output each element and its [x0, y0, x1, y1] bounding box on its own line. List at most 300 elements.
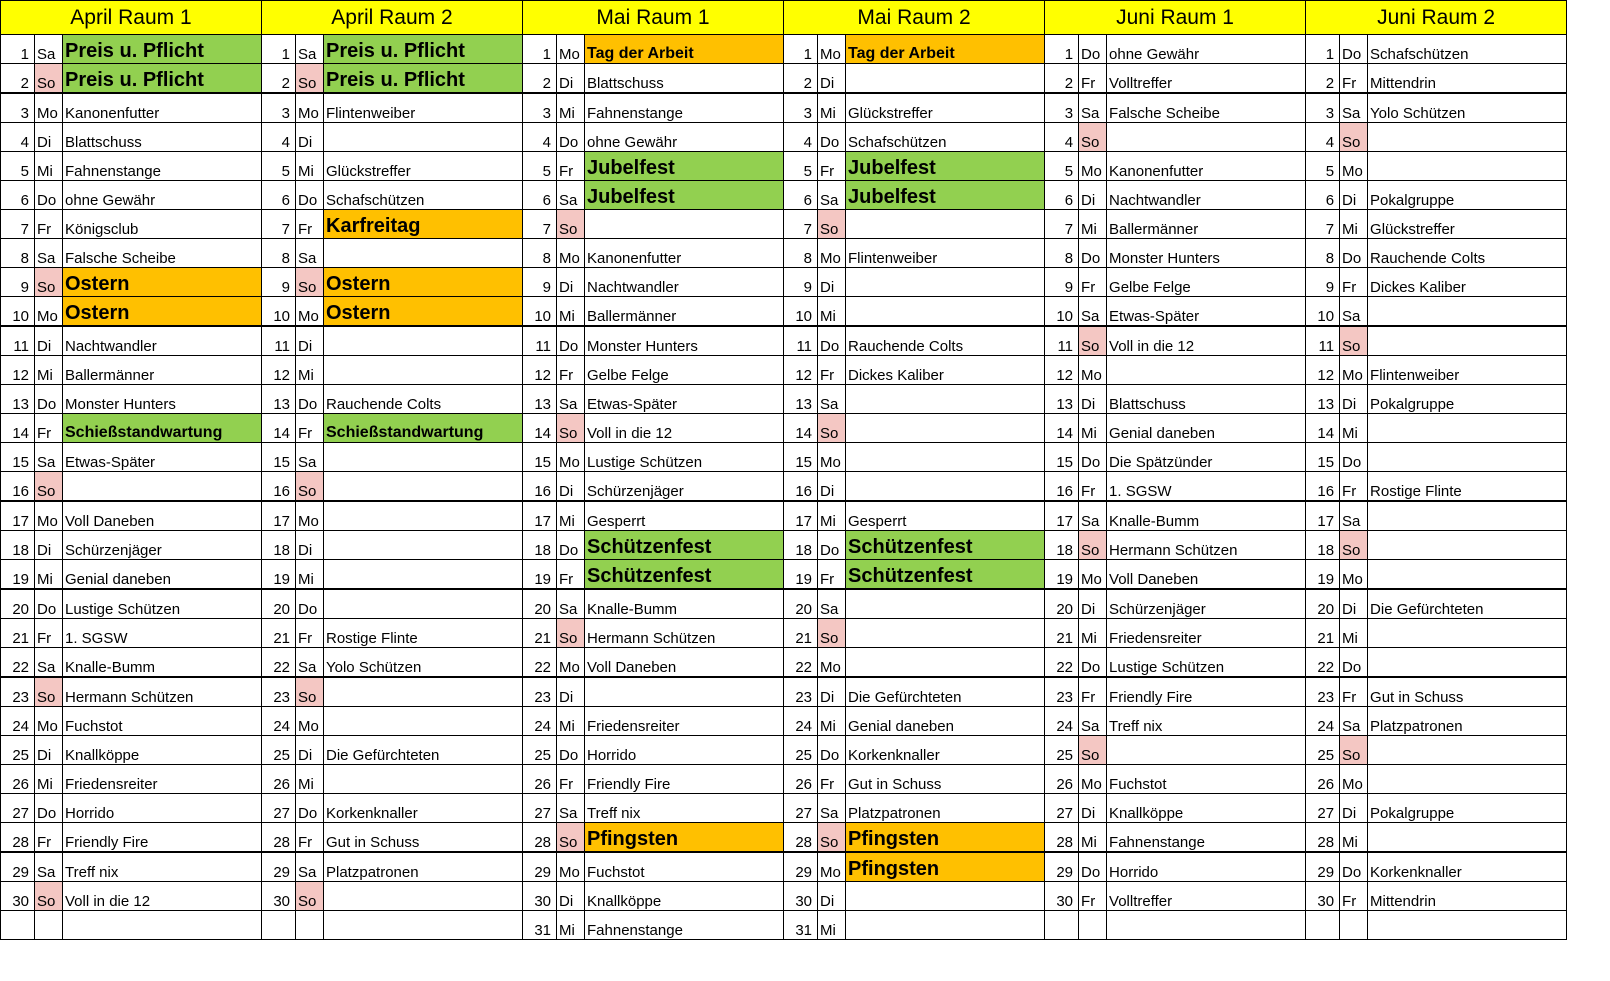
day-number-cell[interactable]: 30	[1045, 882, 1079, 911]
day-number-cell[interactable]: 22	[784, 648, 818, 678]
booking-cell[interactable]	[324, 560, 523, 590]
weekday-cell[interactable]: So	[35, 677, 63, 707]
day-number-cell[interactable]: 18	[262, 531, 296, 560]
weekday-cell[interactable]: Mi	[818, 501, 846, 531]
weekday-cell[interactable]: Mo	[1340, 152, 1368, 181]
weekday-cell[interactable]: Di	[1079, 385, 1107, 414]
day-number-cell[interactable]	[1045, 911, 1079, 940]
day-number-cell[interactable]: 26	[1, 765, 35, 794]
weekday-cell[interactable]: Do	[818, 326, 846, 356]
day-number-cell[interactable]: 27	[1306, 794, 1340, 823]
booking-cell[interactable]: Die Spätzünder	[1107, 443, 1306, 472]
booking-cell[interactable]: Pfingsten	[585, 823, 784, 853]
booking-cell[interactable]: Preis u. Pflicht	[63, 64, 262, 94]
booking-cell[interactable]: 1. SGSW	[63, 619, 262, 648]
booking-cell[interactable]: 1. SGSW	[1107, 472, 1306, 502]
day-number-cell[interactable]: 23	[784, 677, 818, 707]
booking-cell[interactable]: Platzpatronen	[1368, 707, 1567, 736]
booking-cell[interactable]: Flintenweiber	[1368, 356, 1567, 385]
weekday-cell[interactable]: So	[35, 472, 63, 502]
day-number-cell[interactable]: 1	[262, 35, 296, 64]
weekday-cell[interactable]: Mo	[1079, 356, 1107, 385]
booking-cell[interactable]: Platzpatronen	[324, 852, 523, 882]
weekday-cell[interactable]: Mo	[818, 35, 846, 64]
weekday-cell[interactable]: Mo	[296, 707, 324, 736]
booking-cell[interactable]	[846, 472, 1045, 502]
weekday-cell[interactable]: Do	[818, 736, 846, 765]
day-number-cell[interactable]: 24	[1045, 707, 1079, 736]
weekday-cell[interactable]: So	[296, 472, 324, 502]
weekday-cell[interactable]: Di	[557, 882, 585, 911]
day-number-cell[interactable]: 14	[523, 414, 557, 443]
day-number-cell[interactable]: 18	[784, 531, 818, 560]
booking-cell[interactable]: Horrido	[1107, 852, 1306, 882]
booking-cell[interactable]: Lustige Schützen	[63, 589, 262, 619]
booking-cell[interactable]: Korkenknaller	[324, 794, 523, 823]
booking-cell[interactable]: Volltreffer	[1107, 64, 1306, 94]
weekday-cell[interactable]: Di	[1079, 181, 1107, 210]
booking-cell[interactable]: Fahnenstange	[585, 93, 784, 123]
weekday-cell[interactable]: So	[1079, 736, 1107, 765]
booking-cell[interactable]	[1107, 123, 1306, 152]
weekday-cell[interactable]: Mi	[818, 297, 846, 327]
weekday-cell[interactable]: Mo	[1079, 152, 1107, 181]
booking-cell[interactable]: Schießstandwartung	[63, 414, 262, 443]
booking-cell[interactable]: Schafschützen	[846, 123, 1045, 152]
day-number-cell[interactable]: 16	[784, 472, 818, 502]
booking-cell[interactable]: ohne Gewähr	[1107, 35, 1306, 64]
booking-cell[interactable]: Falsche Scheibe	[1107, 93, 1306, 123]
booking-cell[interactable]: Jubelfest	[585, 152, 784, 181]
weekday-cell[interactable]: So	[557, 210, 585, 239]
day-number-cell[interactable]: 15	[1306, 443, 1340, 472]
weekday-cell[interactable]: Mi	[557, 297, 585, 327]
booking-cell[interactable]: Horrido	[63, 794, 262, 823]
booking-cell[interactable]: Schafschützen	[1368, 35, 1567, 64]
booking-cell[interactable]: Friedensreiter	[585, 707, 784, 736]
day-number-cell[interactable]: 24	[1306, 707, 1340, 736]
weekday-cell[interactable]: Fr	[296, 619, 324, 648]
day-number-cell[interactable]: 22	[1, 648, 35, 678]
booking-cell[interactable]	[324, 765, 523, 794]
weekday-cell[interactable]: Mo	[1340, 765, 1368, 794]
day-number-cell[interactable]: 12	[262, 356, 296, 385]
booking-cell[interactable]: Lustige Schützen	[585, 443, 784, 472]
booking-cell[interactable]: Monster Hunters	[63, 385, 262, 414]
weekday-cell[interactable]: Sa	[1079, 93, 1107, 123]
day-number-cell[interactable]: 12	[1045, 356, 1079, 385]
day-number-cell[interactable]: 16	[523, 472, 557, 502]
day-number-cell[interactable]: 29	[523, 852, 557, 882]
day-number-cell[interactable]: 21	[1, 619, 35, 648]
day-number-cell[interactable]: 25	[1306, 736, 1340, 765]
weekday-cell[interactable]: So	[557, 414, 585, 443]
day-number-cell[interactable]: 22	[523, 648, 557, 678]
booking-cell[interactable]	[1368, 648, 1567, 678]
weekday-cell[interactable]: Fr	[818, 765, 846, 794]
booking-cell[interactable]: Monster Hunters	[585, 326, 784, 356]
weekday-cell[interactable]: Sa	[1079, 707, 1107, 736]
booking-cell[interactable]	[846, 268, 1045, 297]
booking-cell[interactable]: Pfingsten	[846, 823, 1045, 853]
booking-cell[interactable]: Ballermänner	[63, 356, 262, 385]
booking-cell[interactable]	[324, 123, 523, 152]
weekday-cell[interactable]: Fr	[1079, 64, 1107, 94]
weekday-cell[interactable]: Do	[1340, 852, 1368, 882]
day-number-cell[interactable]: 6	[1306, 181, 1340, 210]
weekday-cell[interactable]: Sa	[1340, 501, 1368, 531]
day-number-cell[interactable]: 19	[262, 560, 296, 590]
day-number-cell[interactable]: 15	[1045, 443, 1079, 472]
day-number-cell[interactable]: 30	[1306, 882, 1340, 911]
day-number-cell[interactable]: 12	[784, 356, 818, 385]
weekday-cell[interactable]: Di	[296, 326, 324, 356]
booking-cell[interactable]: Fuchstot	[585, 852, 784, 882]
weekday-cell[interactable]: Fr	[1340, 882, 1368, 911]
weekday-cell[interactable]: Do	[1079, 239, 1107, 268]
weekday-cell[interactable]: Sa	[1079, 297, 1107, 327]
weekday-cell[interactable]: Fr	[35, 210, 63, 239]
weekday-cell[interactable]: Do	[1079, 852, 1107, 882]
booking-cell[interactable]: Friendly Fire	[63, 823, 262, 853]
day-number-cell[interactable]: 1	[523, 35, 557, 64]
booking-cell[interactable]	[1107, 736, 1306, 765]
booking-cell[interactable]: Treff nix	[1107, 707, 1306, 736]
booking-cell[interactable]: Jubelfest	[846, 181, 1045, 210]
booking-cell[interactable]: Falsche Scheibe	[63, 239, 262, 268]
booking-cell[interactable]	[1368, 911, 1567, 940]
day-number-cell[interactable]: 1	[1045, 35, 1079, 64]
weekday-cell[interactable]: Mi	[1079, 823, 1107, 853]
day-number-cell[interactable]: 19	[1306, 560, 1340, 590]
booking-cell[interactable]: Preis u. Pflicht	[324, 64, 523, 94]
booking-cell[interactable]: Pfingsten	[846, 852, 1045, 882]
weekday-cell[interactable]: Fr	[557, 152, 585, 181]
booking-cell[interactable]: Schützenfest	[846, 531, 1045, 560]
day-number-cell[interactable]: 29	[1045, 852, 1079, 882]
day-number-cell[interactable]: 13	[1306, 385, 1340, 414]
day-number-cell[interactable]: 8	[1306, 239, 1340, 268]
day-number-cell[interactable]: 10	[1, 297, 35, 327]
weekday-cell[interactable]: Fr	[1079, 677, 1107, 707]
weekday-cell[interactable]: Sa	[1079, 501, 1107, 531]
day-number-cell[interactable]: 11	[784, 326, 818, 356]
day-number-cell[interactable]: 13	[523, 385, 557, 414]
day-number-cell[interactable]: 11	[1045, 326, 1079, 356]
weekday-cell[interactable]: Mo	[35, 501, 63, 531]
day-number-cell[interactable]: 4	[1306, 123, 1340, 152]
day-number-cell[interactable]: 16	[1, 472, 35, 502]
day-number-cell[interactable]: 25	[1, 736, 35, 765]
weekday-cell[interactable]: Sa	[1340, 707, 1368, 736]
day-number-cell[interactable]: 23	[1306, 677, 1340, 707]
weekday-cell[interactable]: Di	[557, 64, 585, 94]
booking-cell[interactable]: Tag der Arbeit	[846, 35, 1045, 64]
day-number-cell[interactable]: 17	[262, 501, 296, 531]
column-header[interactable]: Juni Raum 2	[1306, 1, 1567, 35]
weekday-cell[interactable]: Mi	[1340, 210, 1368, 239]
day-number-cell[interactable]: 8	[523, 239, 557, 268]
day-number-cell[interactable]: 15	[262, 443, 296, 472]
weekday-cell[interactable]: Do	[296, 181, 324, 210]
day-number-cell[interactable]: 27	[523, 794, 557, 823]
day-number-cell[interactable]: 3	[1, 93, 35, 123]
day-number-cell[interactable]: 13	[1, 385, 35, 414]
booking-cell[interactable]: Treff nix	[585, 794, 784, 823]
weekday-cell[interactable]: Fr	[296, 210, 324, 239]
day-number-cell[interactable]: 7	[1, 210, 35, 239]
weekday-cell[interactable]: So	[1079, 531, 1107, 560]
weekday-cell[interactable]: So	[1340, 326, 1368, 356]
day-number-cell[interactable]: 11	[262, 326, 296, 356]
weekday-cell[interactable]: Di	[35, 736, 63, 765]
day-number-cell[interactable]: 2	[262, 64, 296, 94]
booking-cell[interactable]: Schürzenjäger	[585, 472, 784, 502]
booking-cell[interactable]	[846, 210, 1045, 239]
day-number-cell[interactable]: 7	[1306, 210, 1340, 239]
booking-cell[interactable]	[1368, 297, 1567, 327]
booking-cell[interactable]: Rostige Flinte	[1368, 472, 1567, 502]
booking-cell[interactable]: Schießstandwartung	[324, 414, 523, 443]
booking-cell[interactable]: Die Gefürchteten	[846, 677, 1045, 707]
weekday-cell[interactable]: Mi	[1340, 619, 1368, 648]
day-number-cell[interactable]: 20	[1045, 589, 1079, 619]
weekday-cell[interactable]: Di	[557, 268, 585, 297]
day-number-cell[interactable]: 31	[784, 911, 818, 940]
day-number-cell[interactable]: 5	[1045, 152, 1079, 181]
day-number-cell[interactable]: 7	[523, 210, 557, 239]
weekday-cell[interactable]: Di	[818, 472, 846, 502]
day-number-cell[interactable]: 31	[523, 911, 557, 940]
day-number-cell[interactable]: 3	[784, 93, 818, 123]
day-number-cell[interactable]: 10	[1306, 297, 1340, 327]
day-number-cell[interactable]: 14	[262, 414, 296, 443]
day-number-cell[interactable]: 25	[1045, 736, 1079, 765]
day-number-cell[interactable]	[262, 911, 296, 940]
column-header[interactable]: April Raum 2	[262, 1, 523, 35]
booking-cell[interactable]: Gut in Schuss	[1368, 677, 1567, 707]
weekday-cell[interactable]: Mi	[35, 152, 63, 181]
day-number-cell[interactable]: 24	[523, 707, 557, 736]
weekday-cell[interactable]: Do	[1340, 239, 1368, 268]
weekday-cell[interactable]: Fr	[296, 414, 324, 443]
day-number-cell[interactable]: 29	[262, 852, 296, 882]
weekday-cell[interactable]: Mi	[1340, 414, 1368, 443]
booking-cell[interactable]: Friedensreiter	[1107, 619, 1306, 648]
weekday-cell[interactable]: Do	[1079, 648, 1107, 678]
booking-cell[interactable]: Voll Daneben	[63, 501, 262, 531]
booking-cell[interactable]	[846, 619, 1045, 648]
weekday-cell[interactable]	[296, 911, 324, 940]
weekday-cell[interactable]: Di	[1079, 589, 1107, 619]
weekday-cell[interactable]: Di	[818, 268, 846, 297]
weekday-cell[interactable]: Do	[35, 589, 63, 619]
day-number-cell[interactable]: 8	[1, 239, 35, 268]
booking-cell[interactable]	[1368, 326, 1567, 356]
day-number-cell[interactable]: 18	[1045, 531, 1079, 560]
booking-cell[interactable]: Rostige Flinte	[324, 619, 523, 648]
booking-cell[interactable]: Yolo Schützen	[324, 648, 523, 678]
day-number-cell[interactable]: 22	[262, 648, 296, 678]
day-number-cell[interactable]: 21	[262, 619, 296, 648]
booking-cell[interactable]: Lustige Schützen	[1107, 648, 1306, 678]
weekday-cell[interactable]: So	[1340, 531, 1368, 560]
weekday-cell[interactable]: So	[818, 823, 846, 853]
booking-cell[interactable]	[846, 882, 1045, 911]
weekday-cell[interactable]: Do	[296, 794, 324, 823]
day-number-cell[interactable]: 7	[784, 210, 818, 239]
booking-cell[interactable]: Knalle-Bumm	[585, 589, 784, 619]
weekday-cell[interactable]: Sa	[35, 852, 63, 882]
weekday-cell[interactable]: Mi	[35, 765, 63, 794]
day-number-cell[interactable]: 22	[1045, 648, 1079, 678]
weekday-cell[interactable]: Mo	[557, 852, 585, 882]
weekday-cell[interactable]: Sa	[818, 385, 846, 414]
day-number-cell[interactable]: 17	[1, 501, 35, 531]
day-number-cell[interactable]: 19	[1, 560, 35, 590]
day-number-cell[interactable]: 4	[1, 123, 35, 152]
weekday-cell[interactable]: Di	[296, 531, 324, 560]
booking-cell[interactable]: Königsclub	[63, 210, 262, 239]
weekday-cell[interactable]: Mi	[1340, 823, 1368, 853]
weekday-cell[interactable]: Mo	[818, 648, 846, 678]
weekday-cell[interactable]: So	[35, 268, 63, 297]
weekday-cell[interactable]: So	[296, 882, 324, 911]
weekday-cell[interactable]: Mi	[557, 707, 585, 736]
day-number-cell[interactable]: 1	[1306, 35, 1340, 64]
day-number-cell[interactable]: 9	[262, 268, 296, 297]
column-header[interactable]: Mai Raum 2	[784, 1, 1045, 35]
booking-cell[interactable]: Knalle-Bumm	[63, 648, 262, 678]
weekday-cell[interactable]: Sa	[35, 239, 63, 268]
booking-cell[interactable]	[324, 501, 523, 531]
day-number-cell[interactable]: 6	[1045, 181, 1079, 210]
day-number-cell[interactable]: 2	[523, 64, 557, 94]
booking-cell[interactable]	[1368, 123, 1567, 152]
booking-cell[interactable]: Knallköppe	[63, 736, 262, 765]
day-number-cell[interactable]: 24	[262, 707, 296, 736]
booking-cell[interactable]: Genial daneben	[846, 707, 1045, 736]
booking-cell[interactable]: Pokalgruppe	[1368, 794, 1567, 823]
day-number-cell[interactable]: 7	[1045, 210, 1079, 239]
day-number-cell[interactable]: 24	[784, 707, 818, 736]
day-number-cell[interactable]: 17	[784, 501, 818, 531]
booking-cell[interactable]	[846, 648, 1045, 678]
weekday-cell[interactable]: Fr	[557, 356, 585, 385]
weekday-cell[interactable]: Mo	[818, 239, 846, 268]
day-number-cell[interactable]: 16	[1306, 472, 1340, 502]
day-number-cell[interactable]: 10	[523, 297, 557, 327]
day-number-cell[interactable]: 26	[262, 765, 296, 794]
booking-cell[interactable]: Dickes Kaliber	[1368, 268, 1567, 297]
weekday-cell[interactable]: Di	[296, 736, 324, 765]
weekday-cell[interactable]: Do	[1079, 443, 1107, 472]
weekday-cell[interactable]: Mo	[1079, 765, 1107, 794]
day-number-cell[interactable]: 25	[784, 736, 818, 765]
weekday-cell[interactable]: Do	[35, 181, 63, 210]
day-number-cell[interactable]: 9	[1, 268, 35, 297]
weekday-cell[interactable]: Fr	[1340, 64, 1368, 94]
weekday-cell[interactable]: Mo	[557, 35, 585, 64]
weekday-cell[interactable]: Fr	[35, 619, 63, 648]
booking-cell[interactable]	[1368, 501, 1567, 531]
weekday-cell[interactable]: Do	[296, 589, 324, 619]
booking-cell[interactable]: Preis u. Pflicht	[63, 35, 262, 64]
booking-cell[interactable]: Jubelfest	[846, 152, 1045, 181]
weekday-cell[interactable]: Di	[557, 677, 585, 707]
weekday-cell[interactable]: Sa	[818, 589, 846, 619]
booking-cell[interactable]	[846, 64, 1045, 94]
day-number-cell[interactable]: 2	[1, 64, 35, 94]
day-number-cell[interactable]: 5	[1, 152, 35, 181]
booking-cell[interactable]: Fahnenstange	[1107, 823, 1306, 853]
day-number-cell[interactable]: 25	[523, 736, 557, 765]
weekday-cell[interactable]: So	[818, 414, 846, 443]
weekday-cell[interactable]: Mi	[1079, 619, 1107, 648]
column-header[interactable]: April Raum 1	[1, 1, 262, 35]
day-number-cell[interactable]: 23	[1, 677, 35, 707]
booking-cell[interactable]: Ostern	[324, 268, 523, 297]
day-number-cell[interactable]: 14	[784, 414, 818, 443]
day-number-cell[interactable]: 1	[784, 35, 818, 64]
booking-cell[interactable]: Glückstreffer	[324, 152, 523, 181]
weekday-cell[interactable]: Mi	[296, 765, 324, 794]
weekday-cell[interactable]: Mo	[818, 852, 846, 882]
weekday-cell[interactable]: Mi	[557, 911, 585, 940]
weekday-cell[interactable]	[35, 911, 63, 940]
day-number-cell[interactable]: 27	[784, 794, 818, 823]
booking-cell[interactable]	[324, 589, 523, 619]
booking-cell[interactable]: Gelbe Felge	[1107, 268, 1306, 297]
day-number-cell[interactable]: 17	[1045, 501, 1079, 531]
day-number-cell[interactable]: 27	[1045, 794, 1079, 823]
weekday-cell[interactable]: Sa	[35, 35, 63, 64]
day-number-cell[interactable]: 4	[1045, 123, 1079, 152]
booking-cell[interactable]: Rauchende Colts	[324, 385, 523, 414]
weekday-cell[interactable]: Fr	[818, 152, 846, 181]
booking-cell[interactable]	[63, 472, 262, 502]
day-number-cell[interactable]: 16	[262, 472, 296, 502]
weekday-cell[interactable]: Do	[1340, 35, 1368, 64]
booking-cell[interactable]: Genial daneben	[63, 560, 262, 590]
day-number-cell[interactable]	[1306, 911, 1340, 940]
booking-cell[interactable]	[585, 210, 784, 239]
booking-cell[interactable]	[1107, 356, 1306, 385]
booking-cell[interactable]: Fahnenstange	[585, 911, 784, 940]
booking-cell[interactable]: Preis u. Pflicht	[324, 35, 523, 64]
weekday-cell[interactable]: Mi	[35, 560, 63, 590]
day-number-cell[interactable]: 22	[1306, 648, 1340, 678]
weekday-cell[interactable]	[1079, 911, 1107, 940]
weekday-cell[interactable]: Do	[1340, 648, 1368, 678]
booking-cell[interactable]: Schürzenjäger	[1107, 589, 1306, 619]
booking-cell[interactable]: Rauchende Colts	[846, 326, 1045, 356]
booking-cell[interactable]	[324, 356, 523, 385]
weekday-cell[interactable]: Sa	[296, 443, 324, 472]
day-number-cell[interactable]: 19	[784, 560, 818, 590]
booking-cell[interactable]: Korkenknaller	[1368, 852, 1567, 882]
booking-cell[interactable]	[846, 589, 1045, 619]
weekday-cell[interactable]: Mo	[35, 93, 63, 123]
day-number-cell[interactable]: 30	[784, 882, 818, 911]
weekday-cell[interactable]: Do	[1079, 35, 1107, 64]
weekday-cell[interactable]: So	[296, 677, 324, 707]
weekday-cell[interactable]: Mo	[296, 297, 324, 327]
day-number-cell[interactable]: 8	[784, 239, 818, 268]
booking-cell[interactable]: Friendly Fire	[1107, 677, 1306, 707]
day-number-cell[interactable]: 3	[1045, 93, 1079, 123]
weekday-cell[interactable]: Fr	[1079, 882, 1107, 911]
